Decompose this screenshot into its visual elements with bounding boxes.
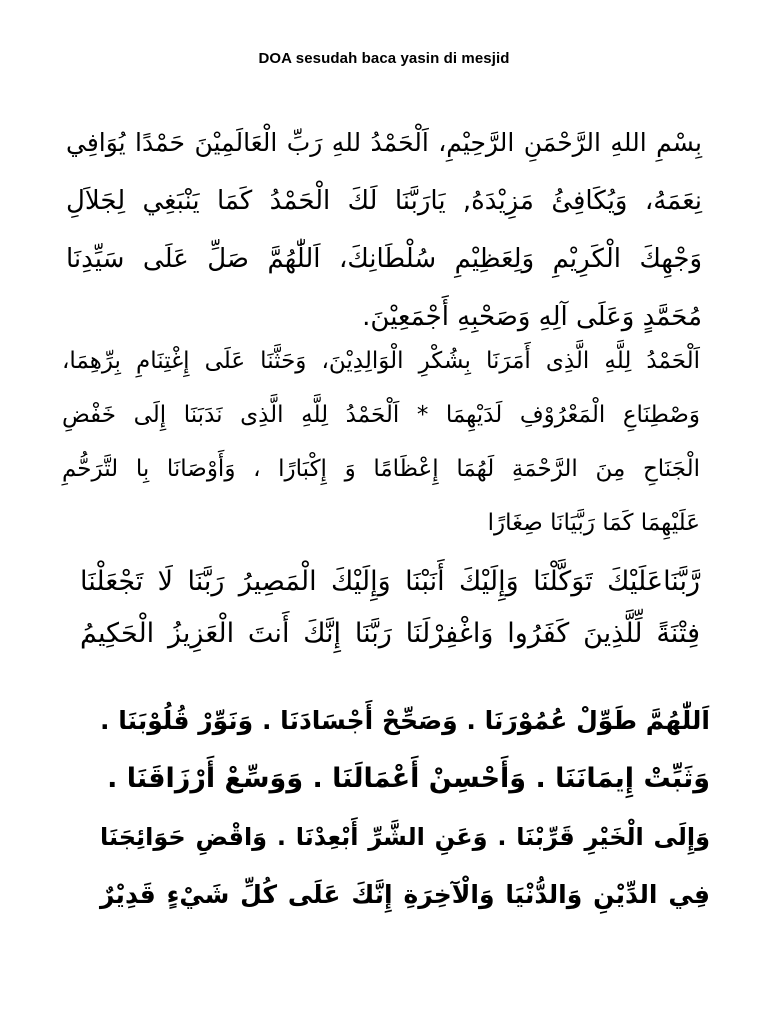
prayer-line: رَّبَّنَاعَلَيْكَ تَوَكَّلْنَا وَإِلَيْكَ أَنَبْنَا وَإِلَيْكَ الْمَصِيرُ رَبَّنَا لَا تَجْعَلْنَا bbox=[80, 566, 700, 597]
prayer-line: وَإِلَى الْخَيْرِ قَرِّبْنَا . وَعَنِ الشَّرِّ أَبْعِدْنَا . وَاقْضِ حَوَائِجَنَا bbox=[100, 823, 710, 851]
prayer-line: عَلَيْهِمَا كَمَا رَبَّيَانَا صِغَارًا bbox=[487, 510, 700, 536]
prayer-line: نِعَمَهُ، وَيُكَافِئُ مَزِيْدَهُ, يَارَبَّنَا لَكَ الْحَمْدُ كَمَا يَنْبَغِي لِجَلاَلِ bbox=[66, 186, 702, 216]
prayer-line: فِي الدِّيْنِ وَالدُّنْيَا وَالْآخِرَةِ إِنَّكَ عَلَى كُلِّ شَيْءٍ قَدِيْرٌ bbox=[100, 880, 710, 909]
prayer-line: اَللّٰهُمَّ طَوِّلْ عُمُوْرَنَا . وَصَحِّحْ أَجْسَادَنَا . وَنَوِّرْ قُلُوْبَنَا . bbox=[100, 706, 710, 735]
prayer-line: الْجَنَاحِ مِنَ الرَّحْمَةِ لَهُمَا إِعْظَامًا وَ إِكْبَارًا ، وَأَوْصَانَا بِا لتَّرَحُّمِ bbox=[62, 456, 700, 482]
prayer-line: فِتْنَةً لِّلَّذِينَ كَفَرُوا وَاغْفِرْلَنَا رَبَّنَا إِنَّكَ أَنتَ الْعَزِيزُ الْحَكِيمُ bbox=[80, 618, 700, 649]
prayer-line: وَجْهِكَ الْكَرِيْمِ وَلِعَظِيْمِ سُلْطَانِكَ، اَللّٰهُمَّ صَلِّ عَلَى سَيِّدِنَا bbox=[66, 244, 702, 274]
prayer-line: وَثَبِّتْ إِيمَانَنَا . وَأَحْسِنْ أَعْمَالَنَا . وَوَسِّعْ أَرْزَاقَنَا . bbox=[107, 763, 710, 794]
prayer-block-opening bbox=[66, 114, 702, 346]
prayer-block-rabbana bbox=[80, 556, 700, 660]
prayer-line: اَلْحَمْدُ لِلَّهِ الَّذِى أَمَرَنَا بِشُكْرِ الْوَالِدِيْنَ، وَحَثَّنَا عَلَى إِغْتِنَامِ بِرِّهِمَا، bbox=[62, 348, 700, 374]
prayer-line: مُحَمَّدٍ وَعَلَى آلِهِ وَصَحْبِهِ أَجْمَعِيْنَ. bbox=[362, 302, 702, 332]
document-title: DOA sesudah baca yasin di mesjid bbox=[258, 50, 510, 67]
prayer-line: بِسْمِ اللهِ الرَّحْمَنِ الرَّحِيْمِ، اَلْحَمْدُ للهِ رَبِّ الْعَالَمِيْنَ حَمْدًا يُوَافِي bbox=[66, 128, 702, 157]
prayer-block-parents bbox=[62, 334, 700, 550]
prayer-line: وَصْطِنَاعِ الْمَعْرُوْفِ لَدَيْهِمَا * اَلْحَمْدُ لِلَّهِ الَّذِى نَدَبَنَا إِلَى خَفْضِ bbox=[62, 402, 700, 428]
prayer-block-closing bbox=[100, 692, 710, 924]
